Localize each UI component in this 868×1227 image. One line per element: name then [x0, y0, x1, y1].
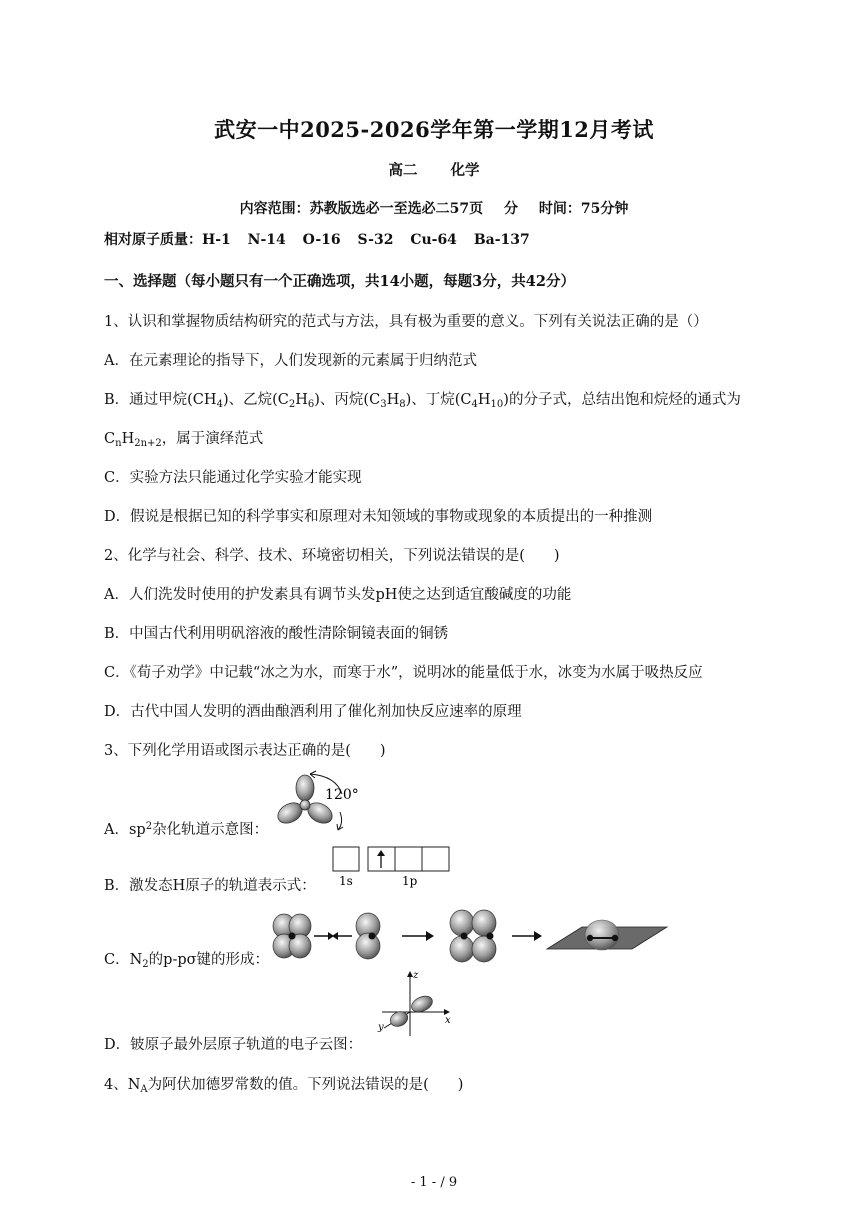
- q1-stem: 1、认识和掌握物质结构研究的范式与方法，具有极为重要的意义。下列有关说法正确的是（）: [104, 314, 708, 330]
- orbital-box-1s: [333, 847, 359, 871]
- label-1p: 1p: [402, 874, 418, 888]
- page-number: - 1 - / 9: [410, 1175, 458, 1190]
- score-label: 分: [504, 201, 518, 217]
- orbital-box-1p-2: [395, 847, 422, 871]
- atomic-mass-item: Ba-137: [473, 232, 530, 248]
- atomic-mass-item: Cu-64: [410, 232, 457, 248]
- p-p-sigma-figure: [272, 905, 672, 965]
- q1-option-c: C．实验方法只能通过化学实验才能实现: [104, 470, 362, 486]
- section-heading: 一、选择题（每小题只有一个正确选项，共14小题，每题3分，共42分）: [104, 273, 575, 290]
- exam-meta: [0, 198, 868, 218]
- orbital-box-1p-3: [422, 847, 449, 871]
- axis-z-label: z: [413, 970, 419, 981]
- q1-option-b: B．通过甲烷$(CH_4)$、乙烷$(C_2H_6)$、丙烷$(C_3H_8)$、丁烷$(C_4H_{10})$的分子式，总结出饱和烷烃的通式为: [104, 392, 741, 410]
- axis-y-label: y: [378, 1022, 384, 1033]
- atomic-mass-item: O-16: [302, 232, 341, 248]
- scope: 内容范围：苏教版选必一至选必二57页: [239, 201, 484, 217]
- q1-option-a: A．在元素理论的指导下，人们发现新的元素属于归纳范式: [104, 353, 477, 369]
- atomic-mass-item: N-14: [247, 232, 286, 248]
- time: 时间：75分钟: [538, 201, 629, 217]
- atomic-mass-item: 相对原子质量：H-1: [104, 232, 231, 248]
- h-orbital-diagram: [330, 845, 455, 890]
- sp2-orbital-figure: [268, 768, 363, 838]
- grade-subject: [0, 159, 868, 180]
- q2-option-b: B．中国古代利用明矾溶液的酸性清除铜镜表面的铜锈: [104, 626, 449, 642]
- q1-option-b-cont: $C_nH_{2n+2}$，属于演绎范式: [104, 431, 264, 449]
- angle-label: 120°: [325, 787, 359, 803]
- sigma-bond-result: [547, 920, 667, 950]
- q1-option-d: D．假说是根据已知的科学事实和原理对未知领域的事物或现象的本质提出的一种推测: [104, 509, 653, 525]
- exam-title: 武安一中2025-2026学年第一学期12月考试: [214, 117, 654, 142]
- q4-stem: 4、$N_A$为阿伏加德罗常数的值。下列说法错误的是( ): [104, 1077, 464, 1095]
- overlapping-orbitals: [450, 910, 496, 962]
- q3-stem: 3、下列化学用语或图示表达正确的是( ): [104, 743, 386, 759]
- q3-option-d: D．铍原子最外层原子轨道的电子云图：: [104, 1037, 363, 1053]
- label-1s: 1s: [339, 874, 353, 888]
- q2-option-a: A．人们洗发时使用的护发素具有调节头发pH使之达到适宜酸碱度的功能: [104, 587, 572, 603]
- be-orbital-figure: [370, 968, 460, 1043]
- p-orbital-right: [356, 913, 380, 959]
- q2-stem: 2、化学与社会、科学、技术、环境密切相关，下列说法错误的是( ): [104, 548, 560, 564]
- subject: 化学: [450, 162, 480, 179]
- q2-option-c: C．《荀子劝学》中记载“冰之为水，而寒于水”，说明冰的能量低于水，冰变为水属于吸热反应: [104, 665, 703, 681]
- axis-x-label: x: [445, 1015, 451, 1026]
- q2-option-d: D．古代中国人发明的酒曲酿酒利用了催化剂加快反应速率的原理: [104, 704, 522, 720]
- grade: 高二: [388, 162, 418, 179]
- atomic-mass-item: S-32: [357, 232, 394, 248]
- q3-option-b: B．激发态H原子的轨道表示式：: [104, 878, 316, 894]
- p-orbital-left: [273, 914, 311, 958]
- atomic-masses: [104, 229, 542, 249]
- q3-option-a: A．$sp^2$杂化轨道示意图：: [104, 821, 269, 838]
- q3-option-c: C．$N_2$的p-pσ键的形成：: [104, 952, 270, 970]
